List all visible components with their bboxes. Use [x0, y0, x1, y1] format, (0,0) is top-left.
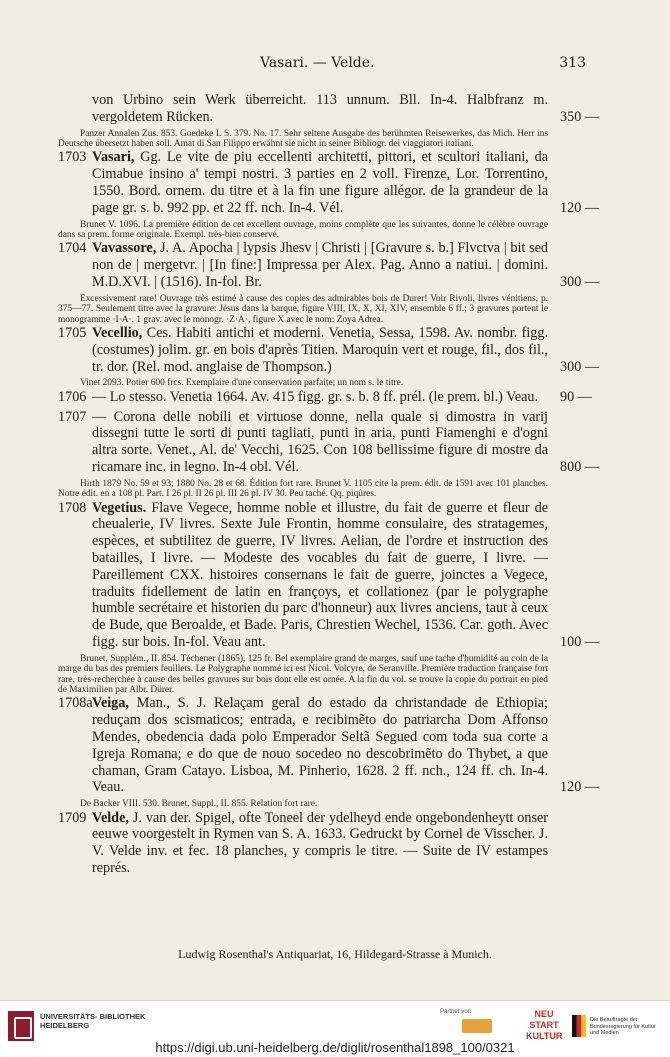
entry-description: [92, 810, 588, 877]
entry-text: von Urbino sein Werk überreicht. 113 unnum. Bll. In-4. Halbfranz m. vergoldetem Rücken.: [92, 92, 548, 125]
running-title: Vasari. — Velde.: [260, 55, 375, 71]
publisher-footer: Ludwig Rosenthal's Antiquariat, 16, Hildegard-Strasse à Munich.: [178, 947, 492, 961]
partner-badge-icon: [462, 1019, 492, 1033]
entry-text: Gg. Le vite de piu eccellenti architetti, pittori, et scultori italiani, da Cimabue insino a' tempi nostri. 3 parties en 2 voll. Firenze, Lor. Torrentino, 1550. Bord. ornem. du titre et à la fin une figure allégor. de la grandeur de la page gr. s. b. 992 pp. et 22 ff. nch. In-4. Vél.: [92, 149, 549, 216]
catalogue-entry: [58, 240, 600, 290]
entry-price: 350 —: [560, 108, 600, 125]
entry-note: Hirth 1879 No. 59 et 93; 1880 No. 28 et 68. Édition fort rare. Brunet V. 1105 cite la prem. édit. de 1591 avec 101 planches. Notre édit. en a 108 pl. Part. I 26 pl. II 26 pl. III 26 pl. IV 30. Peu taché. Qq. piqûres.: [58, 478, 548, 500]
library-shield-icon: [8, 1011, 34, 1041]
catalogue-entry: [58, 810, 588, 877]
entry-text: Man., S. J. Relaçam geral do estado da christandade de Ethiopia; reduçam dos scismaticos; entrada, e recibimẽto do patriarcha Dom Affonso Mendes, obedencia dada polo Emperador Seltã Segued com toda sua corte a Igreja Romana; e do que de nouo socedeo no descobrimẽto do Thybet, a que chaman, Gram Catayo. Lisboa, M. Pinherio, 1628. 2 ff. nch., 124 ff. ch. In-4. Veau.: [92, 695, 548, 796]
partner-label: Partner von: [440, 1009, 472, 1015]
running-header: [0, 55, 670, 79]
entry-price: 120 —: [560, 779, 600, 796]
entry-heading: Vegetius.: [92, 499, 147, 516]
entry-note: Excessivement rare! Ouvrage très estimé à cause des copies des admirables bois de Durer! Voir Rivoli, livres vénitiens, p. 375—77. Seulement titre avec la gravure: Jésus dans la barque, figure VIII, IX, X, XI, XIV, ensemble 6 ff.; 3 gravures portent le monogramme ·I·A·, 1 grav. avec le monogr. ·Z·A·, figure X avec le nom: Zoya Adrea.: [58, 293, 548, 325]
entry-description: [92, 389, 588, 406]
university-logo-text: UNIVERSITÄTS- BIBLIOTHEK HEIDELBERG: [40, 1012, 146, 1030]
neustart-kultur-logo[interactable]: NEU START KULTUR: [526, 1009, 563, 1041]
entry-number: 1708: [58, 499, 87, 516]
catalogue-entry: [58, 325, 600, 375]
bkm-logo-text: Die Beauftragte der Bundesregierung für Kultur und Medien: [590, 1017, 656, 1036]
entry-heading: Vavassore,: [92, 240, 157, 257]
entry-number: 1706: [58, 388, 87, 405]
entry-description: [92, 325, 588, 375]
entry-note: De Backer VIII. 530. Brunet, Suppl., II. 855. Relation fort rare.: [80, 799, 318, 810]
entry-number: 1709: [58, 809, 87, 826]
catalogue-entry: [58, 92, 600, 126]
entry-text: — Lo stesso. Venetia 1664. Av. 415 figg. gr. s. b. 8 ff. prél. (le prem. bl.) Veau.: [92, 388, 539, 405]
entry-number: 1704: [58, 240, 87, 257]
entry-heading: Vasari,: [92, 149, 135, 166]
german-eagle-icon: [572, 1015, 586, 1037]
entry-heading: Veiga,: [92, 695, 129, 712]
entry-number: 1707: [58, 408, 87, 425]
entry-price: 100 —: [560, 633, 600, 650]
entry-note: Brunet, Supplém., II. 854. Téchener (1865), 125 fr. Bel exemplaire grand de marges, sauf une tache d'humidité au coin de la marge du bas des premiers feuillets. Le Polygraphe nommé ici est Nicol. Volcyre, de Seranville. Première traduction française fort rare, très-recherchée à cause des belles gravures sur bois dont elle est ornée. A la fin du vol. se trouve la copie du portrait en pied de Maximilien par Albr. Dürer.: [58, 653, 548, 695]
entry-text: J. A. Apocha | lypsis Jhesv | Christi | [Gravure s. b.] Flvctva | bit sed non de | mergetvr. | [In fine:] Impressa per Alex. Pag. Anno a natiui. | domini. M.D.XVI. | (1516). In-fol. Br.: [92, 240, 549, 290]
entry-price: 300 —: [560, 358, 600, 375]
catalogue-entry: [58, 695, 600, 796]
entry-price: 300 —: [560, 274, 600, 290]
entry-description: [92, 149, 588, 216]
entry-heading: Velde,: [92, 809, 129, 826]
entry-price: 90 —: [560, 388, 592, 405]
entry-heading: Vecellio,: [92, 325, 143, 342]
entry-number: 1708a: [58, 695, 93, 712]
catalogue-entry: [58, 149, 600, 216]
entry-note: Brunet V. 1096. La première édition de cet excellent ouvrage, moins complète que les suivantes, donne le célèbre ouvrage dans sa prem. forme originale. Exempl. très-bien conservé.: [58, 219, 548, 240]
entry-text: — Corona delle nobili et virtuose donne, nella quale si dimostra in varij dissegni tutte le sorti di punti tagliati, punti in aria, punti Fiamenghi e d'ogni altra sorte. Venet., Al. de' Vecchi, 1625. Con 108 bellissime figure di mostre da ricamare inc. in legno. In-4 obl. Vél.: [92, 408, 548, 475]
entry-number: 1703: [58, 149, 87, 166]
entry-number: 1705: [58, 325, 87, 342]
catalogue-entry: [58, 408, 600, 476]
entry-price: 120 —: [560, 199, 600, 216]
entry-text: Flave Vegece, homme noble et illustre, du fait de guerre et fleur de cheualerie, IV livres. Sexte Jule Frontin, homme consulaire, des stratagemes, espèces, et subtilitez de guerre, IV livres. Aelian, de l'ordre et instruction des batailles, I livre. — Modeste des vocables du fait de guerre, I livre. — Pareillement CXX. histoires consernans le fait de guerre, joinctes a Vegece, traduits fidellement de latin en françoys, et collationez (par le polygraphe humble secrétaire et historien du parc d'honneur) aux livres anciens, taut à ceux de Bude, que Beroalde, et Bade. Paris, Chrestien Wechel, 1536. Car. goth. Avec figg. sur bois. In-fol. Veau ant.: [92, 499, 549, 650]
entry-description: [92, 695, 588, 796]
entry-description: [92, 240, 588, 290]
entry-text: J. van der. Spigel, ofte Toneel der ydelheyd ende ongebondenheytt onser eeuwe voorgestelt in Rymen van S. A. 1633. Gedruckt by Cornel de Visscher. J. V. Velde inv. et fec. 18 planches, y compris le titre. — Suite de IV estampes représ.: [92, 809, 549, 876]
page-url[interactable]: https://digi.ub.uni-heidelberg.de/diglit/rosenthal1898_100/0321: [155, 1040, 515, 1055]
entry-note: Vinet 2093. Potier 600 frcs. Exemplaire d'une conservation parfaite; un nom s. le titre.: [80, 378, 404, 389]
page-number: 313: [559, 55, 586, 71]
entry-note: Panzer Annalen Zus. 853. Goedeke I. S. 379. No. 17. Sehr seltene Ausgabe des berühmten Reisewerkes, das Mich. Herr ins Deutsche übersetzt haben soll. Amat di San Filippo erwähnt sie nicht in seiner Bibliogr. dei viaggiatori italiani.: [58, 128, 548, 149]
entry-description: [92, 92, 588, 126]
entry-text: Ces. Habiti antichi et moderni. Venetia, Sessa, 1598. Av. nombr. figg. (costumes) jolim. gr. en bois d'après Titien. Maroquin vert et rouge, fil., dos fil., tr. dor. (Rel. mod. anglaise de Thompson.): [92, 325, 549, 375]
entry-price: 800 —: [560, 459, 600, 475]
catalogue-listing: [58, 92, 600, 880]
entry-description: [92, 500, 588, 651]
entry-description: [92, 409, 588, 476]
catalogue-entry: [58, 388, 592, 406]
catalogue-entry: [58, 499, 600, 651]
